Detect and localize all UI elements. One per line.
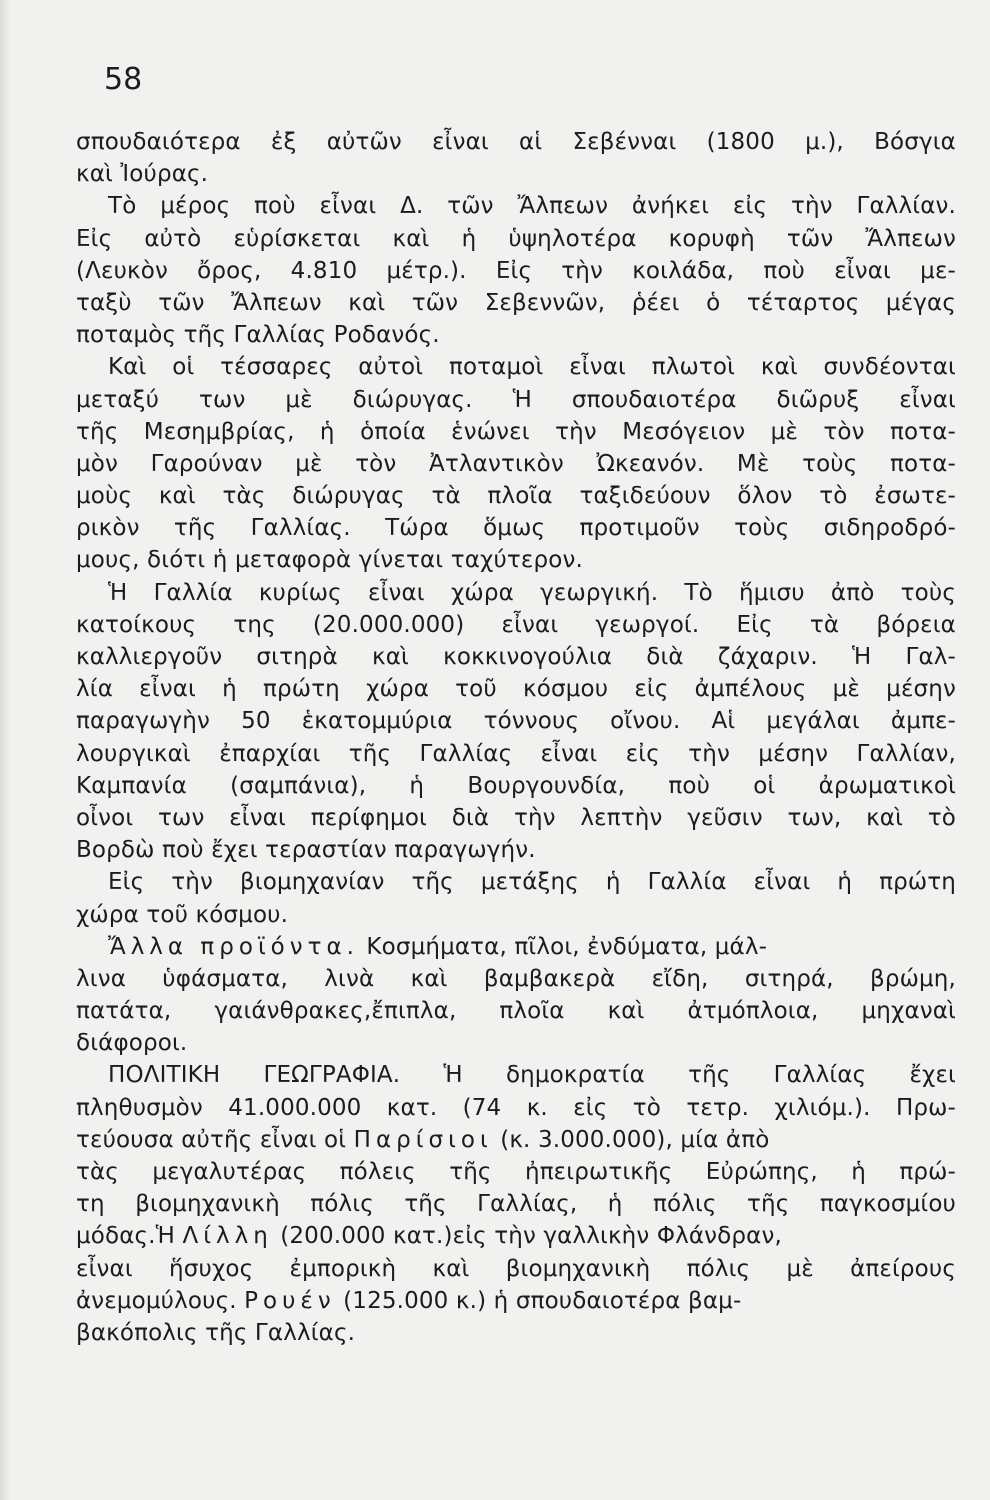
page-edge-shadow [0, 0, 10, 1500]
body-text [76, 126, 956, 1349]
text-line: καὶ Ἰούρας. [76, 161, 209, 188]
text-line: Βορδὼ ποὺ ἔχει τεραστίαν παραγωγήν. [76, 837, 536, 864]
page-number: 58 [104, 62, 143, 97]
text-run: (200.000 κατ.)εἰς τὴν γαλλικὴν Φλάνδραν, [272, 1223, 782, 1250]
text-line: Εἰς τὴν βιομηχανίαν τῆς μετάξης ἡ Γαλλία εἶναι ἡ πρώτη [108, 869, 956, 896]
text-line: λία εἶναι ἡ πρώτη χώρα τοῦ κόσμου εἰς ἀμπέλους μὲ μέσην [76, 676, 956, 703]
text-run: (κ. 3.000.000), μία ἀπὸ [492, 1126, 770, 1153]
text-line [76, 931, 956, 963]
text-line: πληθυσμὸν 41.000.000 κατ. (74 κ. εἰς τὸ τετρ. χιλιόμ.). Πρω- [76, 1094, 956, 1121]
text-line: ταξὺ τῶν Ἄλπεων καὶ τῶν Σεβεννῶν, ῥέει ὁ τέταρτος μέγας [76, 289, 956, 316]
text-run: τεύουσα αὐτῆς εἶναι οἱ [76, 1126, 347, 1153]
text-line: χώρα τοῦ κόσμου. [76, 901, 289, 928]
text-line: κατοίκους της (20.000.000) εἶναι γεωργοί. Εἰς τὰ βόρεια [76, 611, 956, 638]
text-line: διάφοροι. [76, 1030, 188, 1057]
text-line: Καμπανία (σαμπάνια), ἡ Βουργουνδία, ποὺ οἱ ἀρωματικοὶ [76, 772, 956, 799]
text-line [76, 1220, 956, 1252]
text-line: μοὺς καὶ τὰς διώρυγας τὰ πλοῖα ταξιδεύουν ὅλον τὸ ἐσωτε- [76, 483, 956, 510]
text-line: εἶναι ἥσυχος ἐμπορικὴ καὶ βιομηχανικὴ πόλις μὲ ἀπείρους [76, 1255, 956, 1282]
text-line: μεταξύ των μὲ διώρυγας. Ἡ σπουδαιοτέρα διῶρυξ εἶναι [76, 386, 956, 413]
spaced-place-name: Ρουέν [244, 1287, 336, 1314]
text-line: λινα ὑφάσματα, λινὰ καὶ βαμβακερὰ εἴδη, σιτηρά, βρώμη, [76, 965, 956, 992]
spaced-heading: Ἄλλα προϊόντα. [108, 933, 359, 960]
text-line: τῆς Μεσημβρίας, ἡ ὁποία ἑνώνει τὴν Μεσόγειον μὲ τὸν ποτα- [76, 418, 956, 445]
text-line: βακόπολις τῆς Γαλλίας. [76, 1319, 356, 1346]
text-run: Κοσμήματα, πῖλοι, ἐνδύματα, μάλ- [358, 933, 768, 960]
text-run: ἀνεμομύλους. [76, 1287, 237, 1314]
text-line: τὰς μεγαλυτέρας πόλεις τῆς ἠπειρωτικῆς Εὐρώπης, ἡ πρώ- [76, 1159, 956, 1185]
text-line: πατάτα, γαιάνθρακες,ἔπιπλα, πλοῖα καὶ ἀτμόπλοια, μηχαναὶ [76, 998, 956, 1025]
text-line: καλλιεργοῦν σιτηρὰ καὶ κοκκινογούλια διὰ ζάχαριν. Ἡ Γαλ- [76, 644, 956, 670]
text-line: σπουδαιότερα ἐξ αὐτῶν εἶναι αἱ Σεβένναι (1800 μ.), Βόσγια [76, 129, 956, 155]
text-line [76, 1124, 956, 1156]
text-line: οἶνοι των εἶναι περίφημοι διὰ τὴν λεπτὴν γεῦσιν των, καὶ τὸ [76, 804, 956, 831]
text-line: Εἰς αὐτὸ εὑρίσκεται καὶ ἡ ὑψηλοτέρα κορυφὴ τῶν Ἄλπεων [76, 225, 956, 252]
text-line: παραγωγὴν 50 ἑκατομμύρια τόννους οἴνου. Αἱ μεγάλαι ἀμπε- [76, 708, 956, 735]
text-line: Καὶ οἱ τέσσαρες αὐτοὶ ποταμοὶ εἶναι πλωτοὶ καὶ συνδέονται [108, 354, 956, 381]
text-line: ποταμὸς τῆς Γαλλίας Ροδανός. [76, 322, 440, 349]
spaced-place-name: Παρίσιοι [353, 1126, 493, 1153]
text-run: (125.000 κ.) ἡ σπουδαιοτέρα βαμ- [335, 1287, 742, 1314]
text-line: τη βιομηχανικὴ πόλις τῆς Γαλλίας, ἡ πόλις τῆς παγκοσμίου [76, 1191, 956, 1218]
text-line: ρικὸν τῆς Γαλλίας. Τώρα ὅμως προτιμοῦν τοὺς σιδηροδρό- [76, 515, 956, 542]
section-heading-line: ΠΟΛΙΤΙΚΗ ΓΕΩΓΡΑΦΙΑ. Ἡ δημοκρατία τῆς Γαλλίας ἔχει [108, 1062, 956, 1089]
spaced-place-name: Λίλλη [182, 1223, 273, 1250]
text-line: Τὸ μέρος ποὺ εἶναι Δ. τῶν Ἄλπεων ἀνήκει εἰς τὴν Γαλλίαν. [108, 193, 956, 220]
text-line: μους, διότι ἡ μεταφορὰ γίνεται ταχύτερον. [76, 547, 583, 574]
text-line: Ἡ Γαλλία κυρίως εἶναι χώρα γεωργική. Τὸ ἥμισυ ἀπὸ τοὺς [108, 579, 956, 606]
text-line: (Λευκὸν ὄρος, 4.810 μέτρ.). Εἰς τὴν κοιλάδα, ποὺ εἶναι με- [76, 257, 956, 284]
text-line: λουργικαὶ ἐπαρχίαι τῆς Γαλλίας εἶναι εἰς τὴν μέσην Γαλλίαν, [76, 740, 956, 767]
text-line [76, 1285, 956, 1317]
text-line: μὸν Γαρούναν μὲ τὸν Ἀτλαντικὸν Ὠκεανόν. Μὲ τοὺς ποτα- [76, 450, 956, 477]
text-run: μόδας.Ἡ [76, 1223, 176, 1250]
